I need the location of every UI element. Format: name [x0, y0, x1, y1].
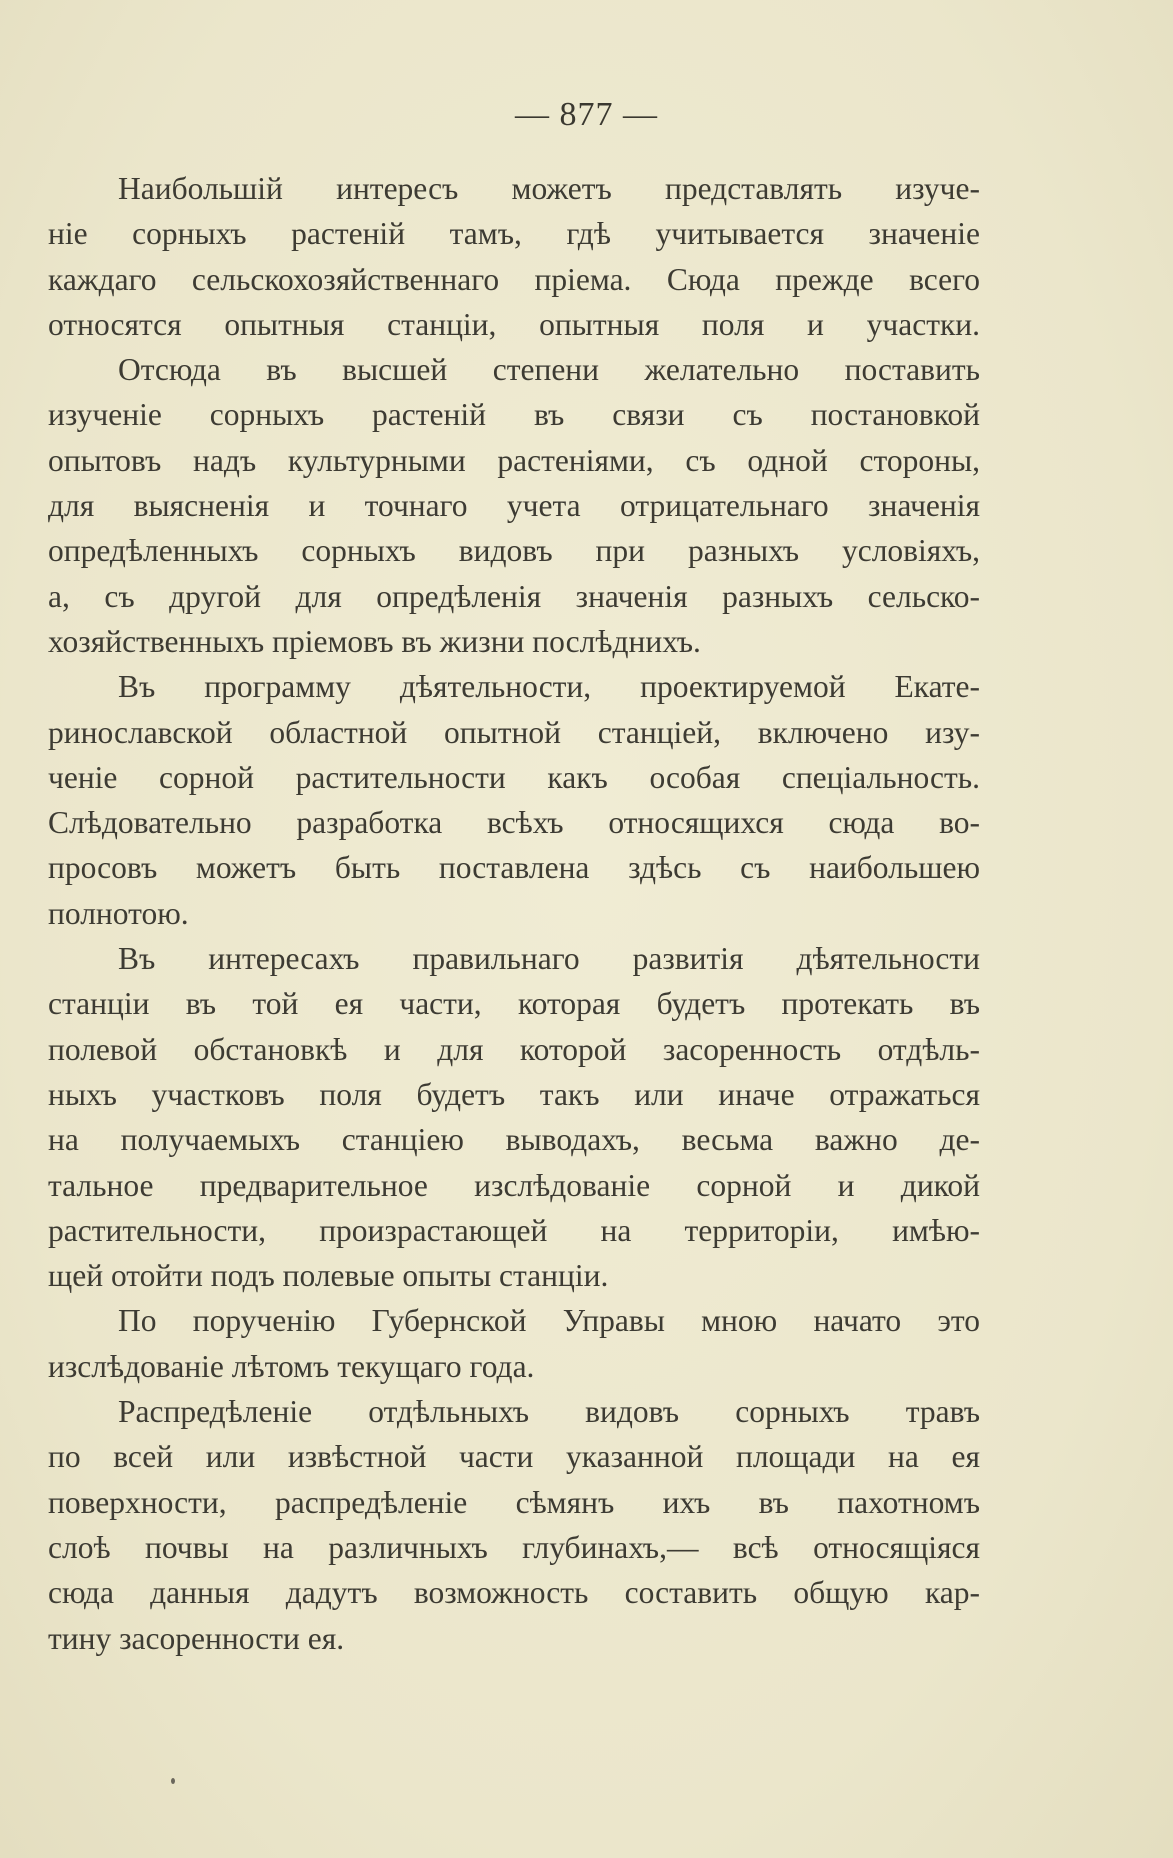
text-line: ныхъ участковъ поля будетъ такъ или иначе отражаться — [48, 1076, 980, 1112]
text-line: растительности, произрастающей на территоріи, имѣю- — [48, 1212, 980, 1248]
text-line: просовъ можетъ быть поставлена здѣсь съ наибольшею — [48, 850, 980, 886]
text-line: изслѣдованіе лѣтомъ текущаго года. — [48, 1348, 535, 1384]
text-line: тину засоренности ея. — [48, 1620, 345, 1656]
text-line: Въ программу дѣятельности, проектируемой Екате- — [118, 669, 980, 705]
text-line: относятся опытныя станціи, опытныя поля и участки. — [48, 306, 980, 342]
text-line: Наибольшій интересъ можетъ представлять изуче- — [118, 171, 980, 206]
ink-speck — [171, 1778, 175, 1784]
text-line: Отсюда въ высшей степени желательно поставить — [118, 352, 980, 388]
text-line: для выясненія и точнаго учета отрицательнаго значенія — [48, 488, 980, 524]
text-line: Въ интересахъ правильнаго развитія дѣятельности — [118, 941, 980, 977]
text-line: на получаемыхъ станціею выводахъ, весьма важно де- — [48, 1122, 980, 1158]
text-line: опытовъ надъ культурными растеніями, съ одной стороны, — [48, 442, 980, 478]
text-line: поверхности, распредѣленіе сѣмянъ ихъ въ пахотномъ — [48, 1484, 980, 1520]
text-line: полевой обстановкѣ и для которой засоренность отдѣль- — [48, 1031, 980, 1067]
text-line: щей отойти подъ полевые опыты станціи. — [48, 1258, 609, 1294]
text-line: опредѣленныхъ сорныхъ видовъ при разныхъ условіяхъ, — [48, 533, 980, 569]
text-line: По порученію Губернской Управы мною начато это — [118, 1303, 980, 1339]
text-line: ніе сорныхъ растеній тамъ, гдѣ учитывается значеніе — [48, 216, 980, 252]
text-line: сюда данныя дадутъ возможность составить общую кар- — [48, 1575, 980, 1611]
text-line: тальное предварительное изслѣдованіе сорной и дикой — [48, 1167, 980, 1203]
text-line: Слѣдовательно разработка всѣхъ относящихся сюда во- — [48, 805, 980, 841]
text-line: ченіе сорной растительности какъ особая спеціальность. — [48, 759, 980, 795]
text-line: полнотою. — [48, 895, 189, 931]
text-line: ринославской областной опытной станціей, включено изу- — [48, 714, 980, 750]
body-text — [48, 166, 980, 1661]
text-line: станціи въ той ея части, которая будетъ протекать въ — [48, 986, 980, 1022]
page-number: — 877 — — [515, 96, 658, 133]
text-line: а, съ другой для опредѣленія значенія разныхъ сельско- — [48, 578, 980, 614]
text-line: хозяйственныхъ пріемовъ въ жизни послѣднихъ. — [48, 623, 701, 659]
text-line: по всей или извѣстной части указанной площади на ея — [48, 1439, 980, 1475]
text-line: слоѣ почвы на различныхъ глубинахъ,— всѣ относящіяся — [48, 1529, 980, 1565]
text-line: каждаго сельскохозяйственнаго пріема. Сюда прежде всего — [48, 261, 980, 297]
text-line: изученіе сорныхъ растеній въ связи съ постановкой — [48, 397, 980, 433]
text-line: Распредѣленіе отдѣльныхъ видовъ сорныхъ травъ — [118, 1394, 980, 1430]
